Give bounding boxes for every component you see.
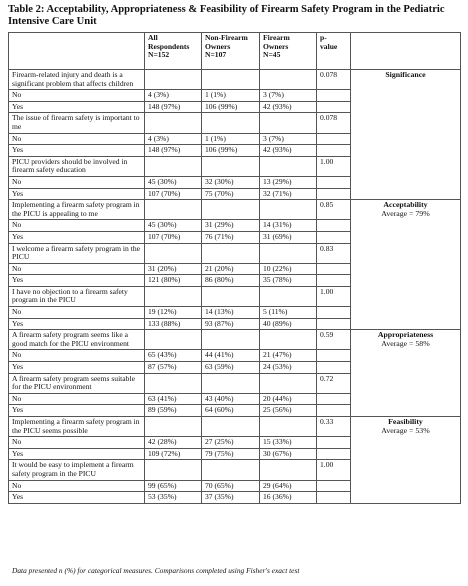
answer-label: Yes [9,275,145,287]
non-firearm-owners-value: 32 (30%) [202,176,260,188]
p-value: 0.72 [317,373,351,393]
answer-label: Yes [9,231,145,243]
domain-average: Average = 58% [381,338,430,348]
empty-cell [317,133,351,145]
empty-cell [317,176,351,188]
answer-label: No [9,176,145,188]
non-firearm-owners-value: 86 (80%) [202,275,260,287]
empty-cell [260,113,317,133]
answer-label: Yes [9,145,145,157]
empty-cell [317,263,351,275]
all-respondents-value: 31 (20%) [145,263,202,275]
answer-label: No [9,393,145,405]
answer-label: No [9,480,145,492]
question-row [9,200,461,220]
domain-cell [351,330,461,417]
non-firearm-owners-value: 93 (87%) [202,318,260,330]
non-firearm-owners-value: 31 (29%) [202,220,260,232]
all-respondents-value: 133 (88%) [145,318,202,330]
empty-cell [145,156,202,176]
header-firearm-owners: Firearm Owners N=45 [260,33,317,70]
empty-cell [260,156,317,176]
empty-cell [202,286,260,306]
all-respondents-value: 4 (3%) [145,90,202,102]
footnote: Data presented n (%) for categorical measures. Comparisons completed using Fisher's exact test [12,566,300,575]
empty-cell [145,200,202,220]
empty-cell [317,101,351,113]
answer-label: No [9,220,145,232]
empty-cell [145,417,202,437]
all-respondents-value: 99 (65%) [145,480,202,492]
answer-label: Yes [9,318,145,330]
non-firearm-owners-value: 43 (40%) [202,393,260,405]
firearm-owners-value: 32 (71%) [260,188,317,200]
answer-label: No [9,437,145,449]
all-respondents-value: 65 (43%) [145,350,202,362]
empty-cell [317,393,351,405]
non-firearm-owners-value: 70 (65%) [202,480,260,492]
answer-label: Yes [9,448,145,460]
empty-cell [317,437,351,449]
firearm-owners-value: 42 (93%) [260,145,317,157]
p-value: 0.59 [317,330,351,350]
all-respondents-value: 148 (97%) [145,145,202,157]
domain-name: Acceptability [383,200,428,210]
empty-cell [317,275,351,287]
empty-cell [317,318,351,330]
firearm-owners-value: 13 (29%) [260,176,317,188]
answer-label: Yes [9,101,145,113]
results-table [8,32,461,504]
empty-cell [145,113,202,133]
all-respondents-value: 109 (72%) [145,448,202,460]
all-respondents-value: 42 (28%) [145,437,202,449]
all-respondents-value: 53 (35%) [145,492,202,504]
p-value: 1.00 [317,156,351,176]
firearm-owners-value: 31 (69%) [260,231,317,243]
domain-average: Average = 53% [381,425,430,435]
empty-cell [260,243,317,263]
all-respondents-value: 89 (59%) [145,405,202,417]
empty-cell [317,220,351,232]
empty-cell [145,243,202,263]
empty-cell [202,417,260,437]
answer-label: Yes [9,362,145,374]
firearm-owners-value: 21 (47%) [260,350,317,362]
empty-cell [317,492,351,504]
domain-cell [351,70,461,200]
domain-name: Significance [385,70,426,79]
answer-label: Yes [9,405,145,417]
empty-cell [260,286,317,306]
question-text: The issue of firearm safety is important to me [9,113,145,133]
question-row [9,70,461,90]
question-text: Implementing a firearm safety program in the PICU is appealing to me [9,200,145,220]
firearm-owners-value: 14 (31%) [260,220,317,232]
question-row [9,417,461,437]
question-row [9,330,461,350]
firearm-owners-value: 16 (36%) [260,492,317,504]
empty-cell [145,330,202,350]
firearm-owners-value: 3 (7%) [260,90,317,102]
firearm-owners-value: 10 (22%) [260,263,317,275]
firearm-owners-value: 40 (89%) [260,318,317,330]
header-all-respondents: All Respondents N=152 [145,33,202,70]
question-text: PICU providers should be involved in firearm safety education [9,156,145,176]
p-value: 0.83 [317,243,351,263]
answer-label: No [9,90,145,102]
empty-cell [202,243,260,263]
header-row [9,33,461,70]
domain-average: Average = 79% [381,208,430,218]
firearm-owners-value: 30 (67%) [260,448,317,460]
p-value: 0.85 [317,200,351,220]
empty-cell [145,460,202,480]
empty-cell [317,405,351,417]
all-respondents-value: 107 (70%) [145,188,202,200]
firearm-owners-value: 25 (56%) [260,405,317,417]
firearm-owners-value: 35 (78%) [260,275,317,287]
empty-cell [260,70,317,90]
header-p-value: p- value [317,33,351,70]
question-text: A firearm safety program seems suitable for the PICU environment [9,373,145,393]
firearm-owners-value: 5 (11%) [260,307,317,319]
non-firearm-owners-value: 106 (99%) [202,145,260,157]
empty-cell [317,145,351,157]
domain-name: Appropriateness [377,330,434,340]
empty-cell [260,460,317,480]
non-firearm-owners-value: 1 (1%) [202,133,260,145]
empty-cell [202,373,260,393]
non-firearm-owners-value: 44 (41%) [202,350,260,362]
empty-cell [317,307,351,319]
non-firearm-owners-value: 63 (59%) [202,362,260,374]
firearm-owners-value: 29 (64%) [260,480,317,492]
empty-cell [202,460,260,480]
all-respondents-value: 107 (70%) [145,231,202,243]
firearm-owners-value: 42 (93%) [260,101,317,113]
question-text: A firearm safety program seems like a good match for the PICU environment [9,330,145,350]
empty-cell [145,70,202,90]
empty-cell [317,350,351,362]
domain-cell [351,417,461,504]
answer-label: Yes [9,492,145,504]
empty-cell [145,286,202,306]
answer-label: No [9,133,145,145]
empty-cell [145,373,202,393]
firearm-owners-value: 3 (7%) [260,133,317,145]
empty-cell [260,373,317,393]
question-text: Firearm-related injury and death is a significant problem that affects children [9,70,145,90]
header-question [9,33,145,70]
non-firearm-owners-value: 75 (70%) [202,188,260,200]
non-firearm-owners-value: 79 (75%) [202,448,260,460]
non-firearm-owners-value: 27 (25%) [202,437,260,449]
empty-cell [260,200,317,220]
question-text: I welcome a firearm safety program in the PICU [9,243,145,263]
empty-cell [317,480,351,492]
empty-cell [202,156,260,176]
empty-cell [317,231,351,243]
answer-label: No [9,263,145,275]
p-value: 1.00 [317,460,351,480]
non-firearm-owners-value: 76 (71%) [202,231,260,243]
all-respondents-value: 45 (30%) [145,220,202,232]
non-firearm-owners-value: 14 (13%) [202,307,260,319]
non-firearm-owners-value: 1 (1%) [202,90,260,102]
p-value: 0.078 [317,113,351,133]
question-text: Implementing a firearm safety program in the PICU seems possible [9,417,145,437]
question-text: It would be easy to implement a firearm safety program in the PICU [9,460,145,480]
domain-cell [351,200,461,330]
empty-cell [317,90,351,102]
empty-cell [202,200,260,220]
all-respondents-value: 87 (57%) [145,362,202,374]
empty-cell [317,448,351,460]
empty-cell [202,113,260,133]
all-respondents-value: 19 (12%) [145,307,202,319]
table-title: Table 2: Acceptability, Appropriateness & Feasibility of Firearm Safety Program in the Pediatric Intensive Care Unit [8,4,445,27]
empty-cell [260,417,317,437]
answer-label: No [9,350,145,362]
all-respondents-value: 63 (41%) [145,393,202,405]
firearm-owners-value: 20 (44%) [260,393,317,405]
all-respondents-value: 148 (97%) [145,101,202,113]
all-respondents-value: 121 (80%) [145,275,202,287]
p-value: 0.078 [317,70,351,90]
empty-cell [317,362,351,374]
empty-cell [317,188,351,200]
header-domain [351,33,461,70]
domain-name: Feasibility [388,417,423,426]
answer-label: No [9,307,145,319]
empty-cell [202,330,260,350]
p-value: 0.33 [317,417,351,437]
firearm-owners-value: 24 (53%) [260,362,317,374]
header-non-firearm-owners: Non-Firearm Owners N=107 [202,33,260,70]
all-respondents-value: 45 (30%) [145,176,202,188]
empty-cell [202,70,260,90]
all-respondents-value: 4 (3%) [145,133,202,145]
non-firearm-owners-value: 106 (99%) [202,101,260,113]
p-value: 1.00 [317,286,351,306]
answer-label: Yes [9,188,145,200]
question-text: I have no objection to a firearm safety program in the PICU [9,286,145,306]
firearm-owners-value: 15 (33%) [260,437,317,449]
empty-cell [260,330,317,350]
non-firearm-owners-value: 37 (35%) [202,492,260,504]
non-firearm-owners-value: 21 (20%) [202,263,260,275]
non-firearm-owners-value: 64 (60%) [202,405,260,417]
